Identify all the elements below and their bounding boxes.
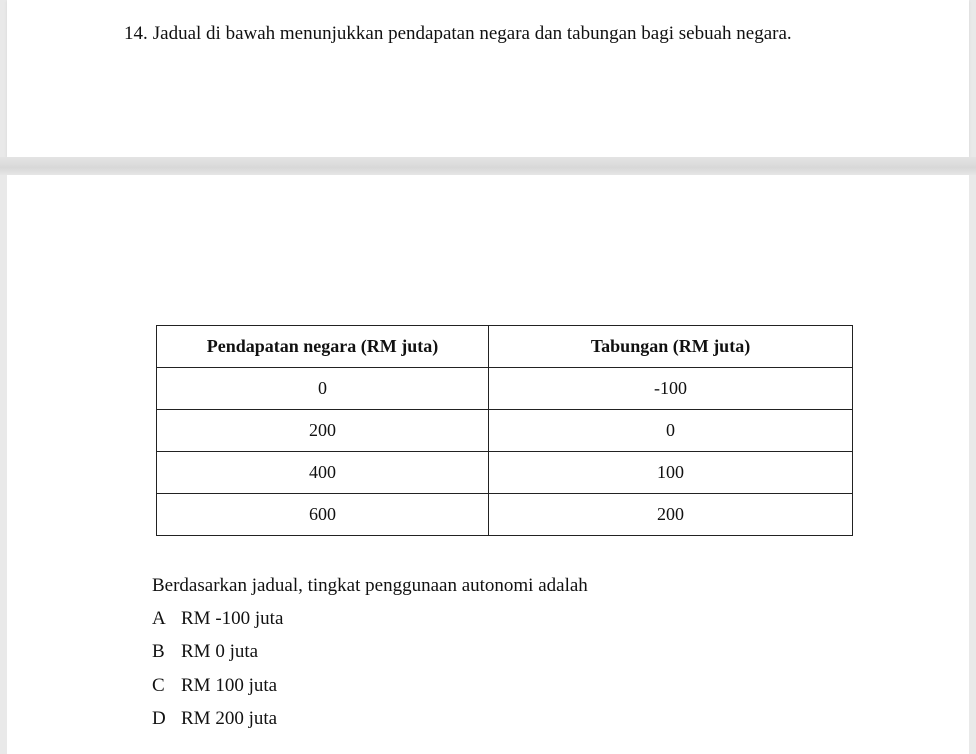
table-header-row — [157, 326, 853, 368]
cell-income: 600 — [157, 494, 489, 536]
option-d[interactable] — [152, 706, 283, 739]
option-text: RM 100 juta — [181, 674, 278, 696]
question-prompt: Berdasarkan jadual, tingkat penggunaan autonomi adalah — [152, 575, 588, 596]
option-b[interactable] — [152, 639, 283, 672]
cell-income: 400 — [157, 452, 489, 494]
option-text: RM 0 juta — [181, 641, 259, 663]
option-letter: C — [152, 674, 165, 696]
answer-options — [152, 606, 283, 739]
cell-income: 0 — [157, 368, 489, 410]
cell-savings: -100 — [489, 368, 853, 410]
option-letter: B — [152, 641, 165, 663]
option-a[interactable] — [152, 606, 283, 639]
table-row — [157, 494, 853, 536]
option-text: RM -100 juta — [181, 608, 284, 629]
table-row — [157, 368, 853, 410]
option-letter: D — [152, 707, 166, 729]
header-national-income: Pendapatan negara (RM juta) — [157, 326, 489, 368]
table-row — [157, 410, 853, 452]
question-text: Jadual di bawah menunjukkan pendapatan negara dan tabungan bagi sebuah negara. — [152, 23, 792, 44]
header-savings: Tabungan (RM juta) — [489, 326, 853, 368]
table-row — [157, 452, 853, 494]
page-separator — [0, 157, 976, 175]
income-savings-table — [156, 325, 853, 536]
question-line — [124, 22, 792, 46]
question-number: 14. — [124, 23, 148, 44]
cell-income: 200 — [157, 410, 489, 452]
cell-savings: 200 — [489, 494, 853, 536]
option-text: RM 200 juta — [181, 707, 278, 729]
option-c[interactable] — [152, 673, 283, 706]
cell-savings: 0 — [489, 410, 853, 452]
cell-savings: 100 — [489, 452, 853, 494]
option-letter: A — [152, 608, 166, 629]
